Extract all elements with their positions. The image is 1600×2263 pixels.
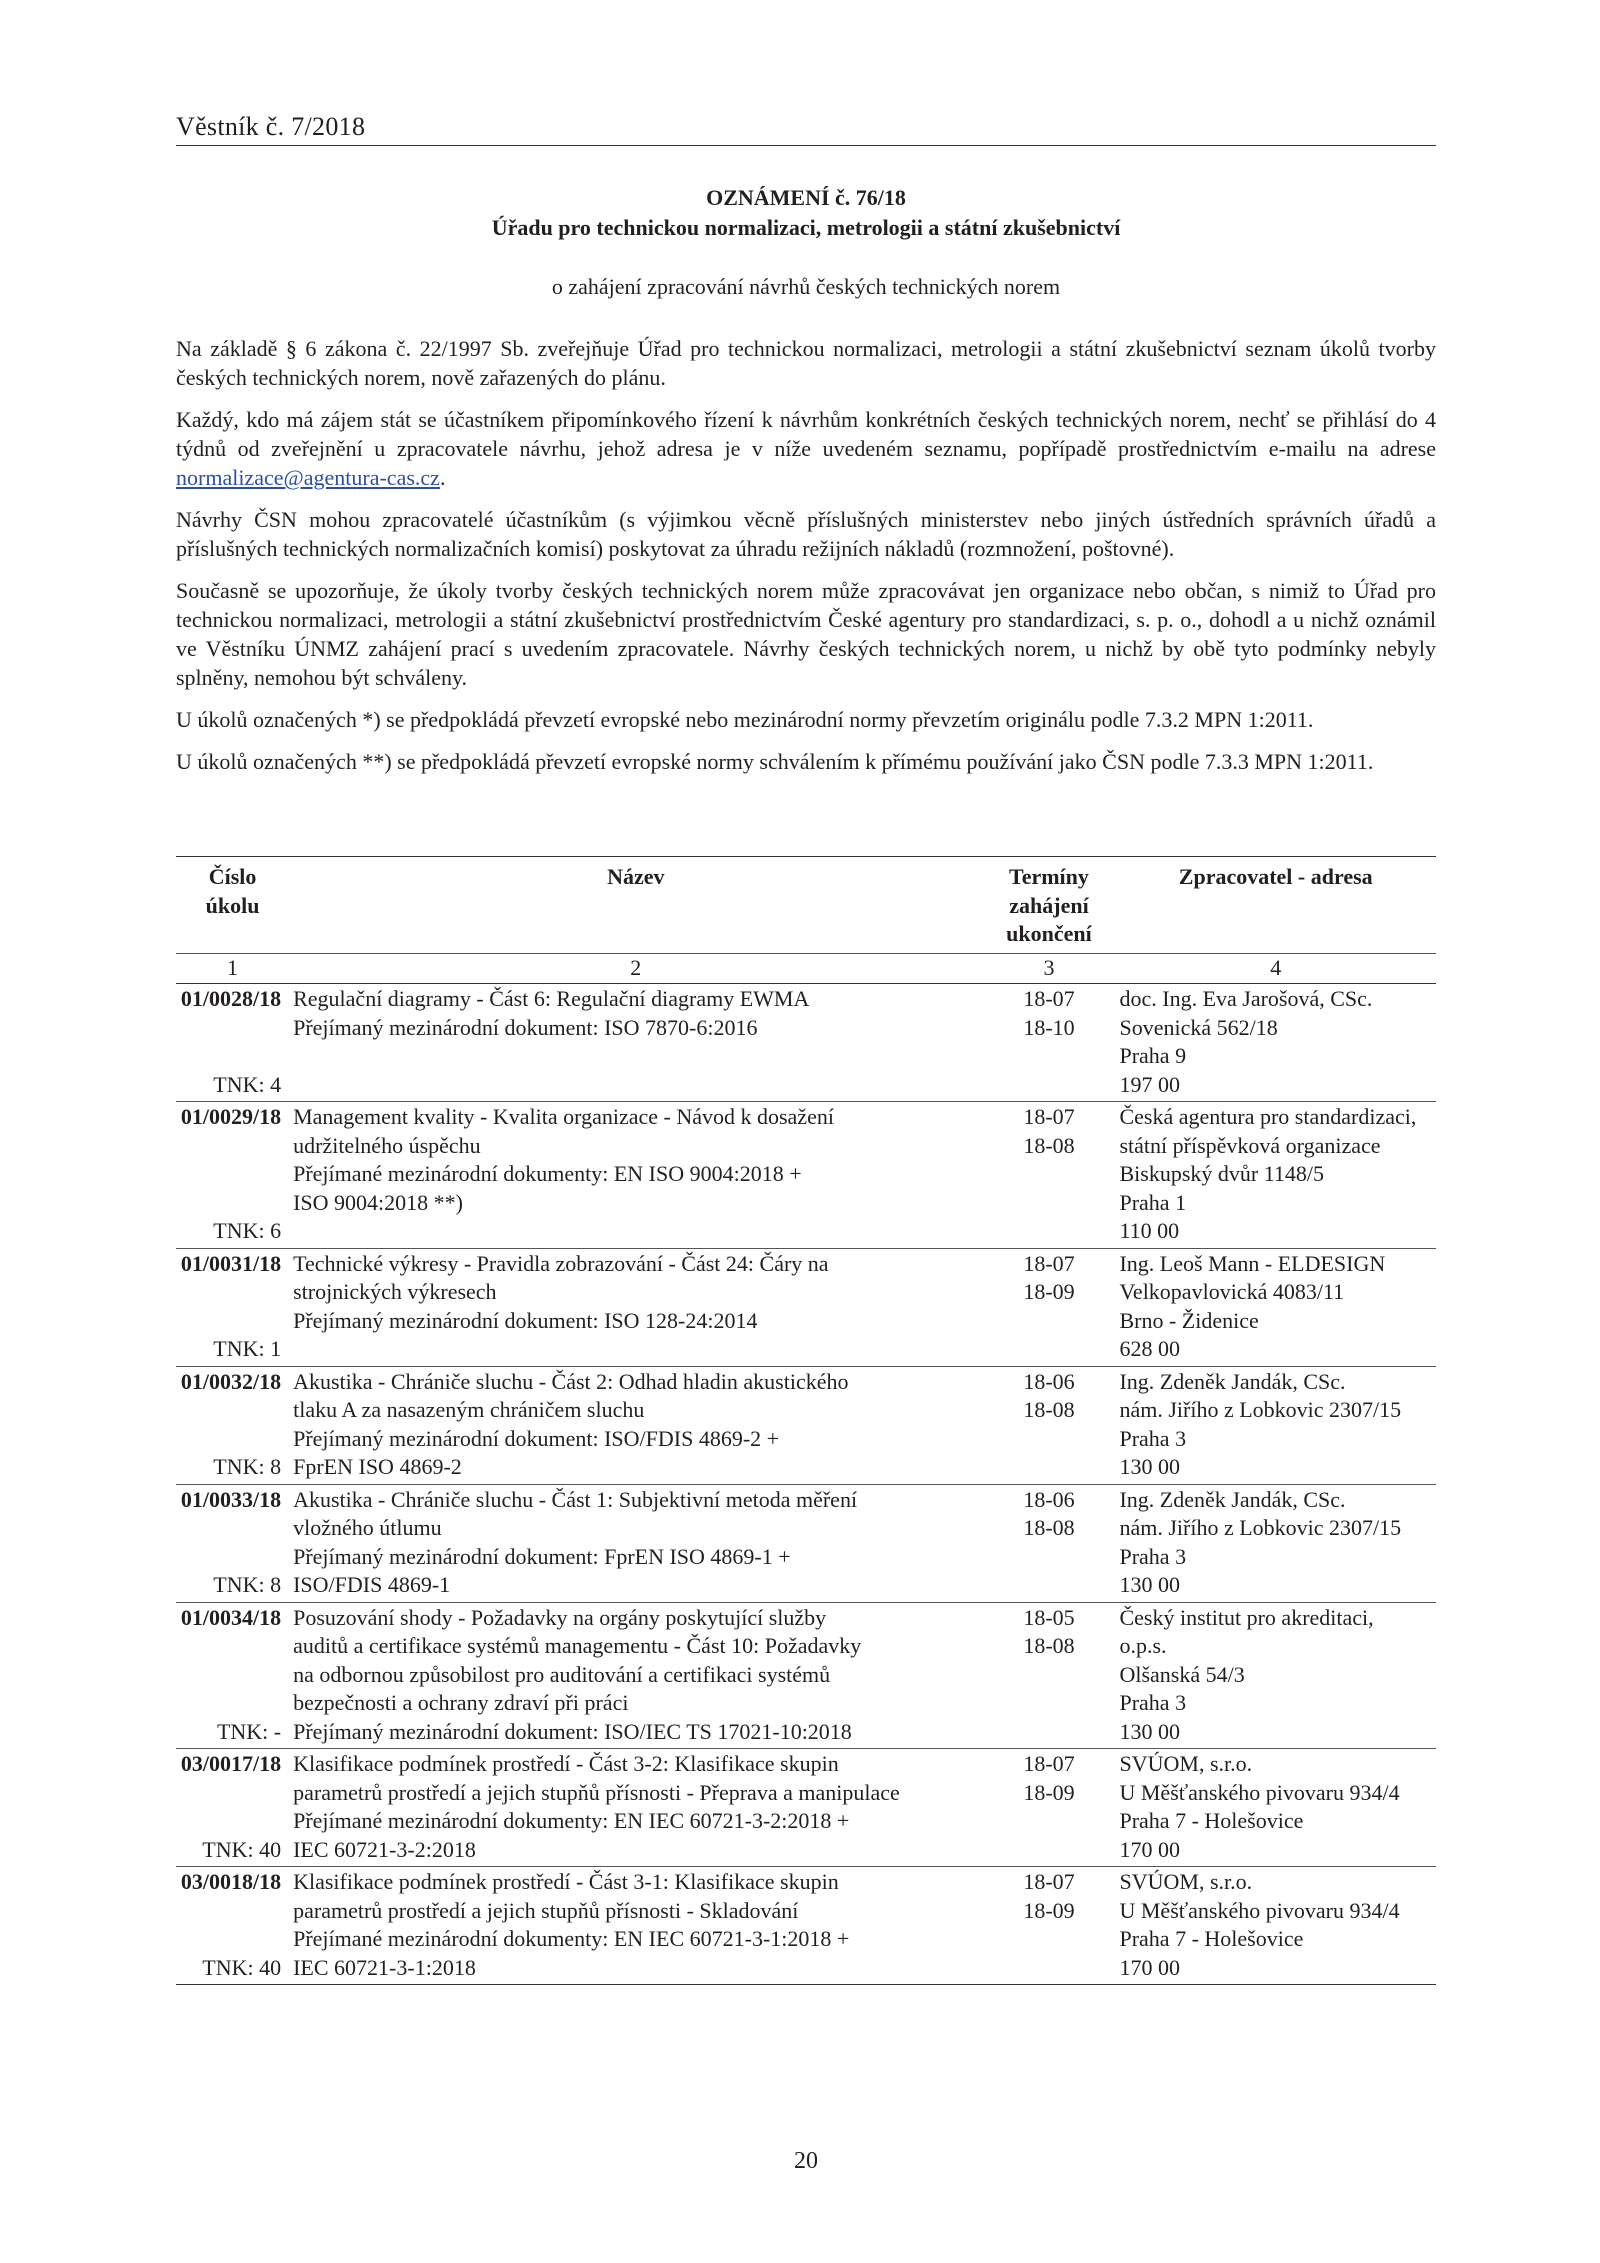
task-title-line: ISO/FDIS 4869-1 [293,1572,451,1597]
task-id: 01/0034/18 [180,1604,282,1630]
processor-address-line: 628 00 [1119,1336,1180,1361]
table-row [176,1248,1436,1366]
task-id: 01/0028/18 [180,986,282,1011]
task-title-cell [289,1602,982,1749]
task-title-line: udržitelného úspěchu [293,1132,481,1158]
table-row [176,984,1436,1102]
processor-address-line: SVÚOM, s.r.o. [1119,1751,1253,1776]
task-number-cell [176,1248,289,1366]
processor-address-line: Česká agentura pro standardizaci, [1119,1104,1417,1129]
header-task-number [176,857,289,954]
processor-address-line: Ing. Zdeněk Jandák, CSc. [1119,1486,1346,1512]
processor-address-line: o.p.s. [1119,1633,1167,1658]
task-date-start: 18-07 [1023,1869,1075,1894]
notice-subject: o zahájení zpracování návrhů českých technických norem [551,274,1061,299]
task-date-end: 18-09 [1023,1779,1075,1805]
task-tnk: TNK: 40 [202,1954,282,1980]
paragraph-legal-basis: Na základě § 6 zákona č. 22/1997 Sb. zveřejňuje Úřad pro technickou normalizaci, metrologii a státní zkušebnictví seznam úkolů tvorby českých technických norem, nově zařazených do plánu. [176,336,1436,390]
task-date-start: 18-07 [1023,1104,1075,1129]
task-number-cell [176,1366,289,1484]
table-row [176,1102,1436,1249]
task-title-line: auditů a certifikace systémů managementu - Část 10: Požadavky [293,1633,862,1658]
task-title-line: Regulační diagramy - Část 6: Regulační diagramy EWMA [293,986,810,1011]
task-title-line: Přejímaný mezinárodní dokument: ISO/FDIS 4869-2 + [293,1425,780,1451]
processor-address-line: Praha 3 [1119,1543,1187,1569]
task-title-line: tlaku A za nasazeným chráničem sluchu [293,1397,645,1422]
processor-address-line: nám. Jiřího z Lobkovic 2307/15 [1119,1397,1402,1422]
task-tnk: TNK: 6 [213,1218,282,1243]
paragraph-participation-text: Každý, kdo má zájem stát se účastníkem připomínkového řízení k návrhům konkrétních českých technických norem, nechť se přihlásí do 4 týdnů od zveřejnění u zpracovatele návrhu, jehož adresa je v níže uvedeném seznamu, popřípadě prostřednictvím e-mailu na adrese [176,407,1436,461]
header-dates [982,857,1115,954]
table-header-row [176,857,1436,954]
task-date-end: 18-09 [1023,1897,1075,1923]
processor-address-line: Praha 7 - Holešovice [1119,1808,1304,1833]
task-title-cell [289,1366,982,1484]
processor-address-cell [1115,1484,1436,1602]
task-title-line: IEC 60721-3-2:2018 [293,1836,476,1862]
table-row [176,1484,1436,1602]
header-title: Název [289,857,982,954]
task-title-line: parametrů prostředí a jejich stupňů přísnosti - Skladování [293,1897,799,1923]
processor-address-line: Praha 7 - Holešovice [1119,1926,1304,1951]
running-head: Věstník č. 7/2018 [176,112,366,141]
processor-address-line: U Měšťanského pivovaru 934/4 [1119,1897,1400,1923]
processor-address-line: Ing. Zdeněk Jandák, CSc. [1119,1368,1346,1394]
task-title-line: Přejímaný mezinárodní dokument: ISO 7870-6:2016 [293,1014,758,1040]
table-body [176,984,1436,1985]
header-rule [176,145,1436,146]
task-title-line: Technické výkresy - Pravidla zobrazování - Část 24: Čáry na [293,1250,829,1276]
header-task-number-line2: úkolu [205,892,260,918]
email-link[interactable]: normalizace@agentura-cas.cz [176,465,440,490]
task-title-line: Přejímané mezinárodní dokumenty: EN ISO 9004:2018 + [293,1161,802,1186]
task-id: 01/0029/18 [180,1104,282,1129]
task-title-line: na odbornou způsobilost pro auditování a certifikaci systémů [293,1661,831,1687]
notice-authority: Úřadu pro technickou normalizaci, metrologii a státní zkušebnictví [491,215,1121,240]
task-date-end: 18-08 [1023,1397,1075,1422]
processor-address-line: státní příspěvková organizace [1119,1132,1381,1158]
task-title-line: Posuzování shody - Požadavky na orgány poskytující služby [293,1604,827,1630]
task-title-cell [289,1248,982,1366]
processor-address-line: Biskupský dvůr 1148/5 [1119,1161,1325,1186]
task-title-line: Přejímaný mezinárodní dokument: ISO/IEC TS 17021-10:2018 [293,1718,852,1744]
column-number: 4 [1115,953,1436,984]
notice-body [176,334,1436,789]
table-row [176,1749,1436,1867]
tasks-table [176,856,1436,1985]
task-title-line: parametrů prostředí a jejich stupňů přísnosti - Přeprava a manipulace [293,1779,900,1805]
processor-address-line: Praha 3 [1119,1690,1187,1715]
task-title-line: Akustika - Chrániče sluchu - Část 1: Subjektivní metoda měření [293,1486,858,1512]
notice-title: OZNÁMENÍ č. 76/18 [706,185,906,210]
processor-address-cell [1115,1749,1436,1867]
task-dates-cell [982,1102,1115,1249]
header-dates-line1: Termíny [1009,864,1089,889]
table-row [176,1602,1436,1749]
task-dates-cell [982,1484,1115,1602]
task-date-end: 18-10 [1023,1014,1075,1040]
processor-address-line: 197 00 [1119,1071,1180,1097]
task-title-line: Přejímaný mezinárodní dokument: ISO 128-24:2014 [293,1307,758,1333]
task-id: 01/0032/18 [180,1368,282,1394]
paragraph-participation [176,405,1436,492]
task-tnk: TNK: 8 [213,1454,282,1479]
task-title-line: vložného útlumu [293,1515,442,1540]
processor-address-line: Praha 9 [1119,1043,1187,1068]
task-title-line: Klasifikace podmínek prostředí - Část 3-2: Klasifikace skupin [293,1751,839,1776]
task-tnk: TNK: 40 [202,1836,282,1862]
task-dates-cell [982,1867,1115,1985]
task-number-cell [176,1749,289,1867]
task-dates-cell [982,1366,1115,1484]
column-number: 1 [176,953,289,984]
task-date-end: 18-08 [1023,1132,1075,1158]
task-date-start: 18-05 [1023,1604,1075,1630]
table-row [176,1867,1436,1985]
task-date-end: 18-09 [1023,1279,1075,1304]
task-title-line: Přejímané mezinárodní dokumenty: EN IEC 60721-3-1:2018 + [293,1926,850,1951]
task-date-start: 18-06 [1023,1368,1075,1394]
processor-address-line: Český institut pro akreditaci, [1119,1604,1374,1630]
task-number-cell [176,984,289,1102]
processor-address-line: Velkopavlovická 4083/11 [1119,1279,1345,1304]
task-title-line: bezpečnosti a ochrany zdraví při práci [293,1690,629,1715]
column-number: 2 [289,953,982,984]
processor-address-cell [1115,1102,1436,1249]
processor-address-line: U Měšťanského pivovaru 934/4 [1119,1779,1400,1805]
task-date-end: 18-08 [1023,1515,1075,1540]
processor-address-line: 170 00 [1119,1836,1180,1862]
task-id: 03/0017/18 [180,1751,282,1776]
processor-address-cell [1115,984,1436,1102]
processor-address-line: 130 00 [1119,1572,1180,1597]
task-title-line: Přejímaný mezinárodní dokument: FprEN ISO 4869-1 + [293,1543,791,1569]
task-id: 03/0018/18 [180,1869,282,1894]
task-number-cell [176,1867,289,1985]
task-dates-cell [982,1248,1115,1366]
paragraph-fees: Návrhy ČSN mohou zpracovatelé účastníkům (s výjimkou věcně příslušných ministerstev nebo jiných ústředních správních úřadů a příslušných technických normalizačních komisí) poskytovat za úhradu režijních nákladů (rozmnožení, poštovné). [176,507,1436,561]
paragraph-conditions: Současně se upozorňuje, že úkoly tvorby českých technických norem může zpracovávat jen organizace nebo občan, s nimiž to Úřad pro technickou normalizaci, metrologii a státní zkušebnictví prostřednictvím České agentury pro standardizaci, s. p. o., dohodl a u nichž oznámil ve Věstníku ÚNMZ zahájení prací s uvedením zpracovatele. Návrhy českých technických norem, u nichž by obě tyto podmínky nebyly splněny, nemohou být schváleny. [176,578,1436,690]
task-dates-cell [982,1749,1115,1867]
processor-address-line: doc. Ing. Eva Jarošová, CSc. [1119,986,1373,1011]
task-dates-cell [982,1602,1115,1749]
task-title-line: Přejímané mezinárodní dokumenty: EN IEC 60721-3-2:2018 + [293,1808,850,1833]
task-date-start: 18-07 [1023,986,1075,1011]
table-row [176,1366,1436,1484]
paragraph-participation-end: . [439,465,446,490]
processor-address-line: Ing. Leoš Mann - ELDESIGN [1119,1250,1386,1276]
processor-address-cell [1115,1248,1436,1366]
task-title-line: Akustika - Chrániče sluchu - Část 2: Odhad hladin akustického [293,1368,849,1394]
task-tnk: TNK: 4 [213,1071,282,1097]
task-title-line: strojnických výkresech [293,1279,497,1304]
task-title-cell [289,1867,982,1985]
task-dates-cell [982,984,1115,1102]
header-task-number-line1: Číslo [208,864,257,889]
processor-address-line: nám. Jiřího z Lobkovic 2307/15 [1119,1515,1402,1540]
task-number-cell [176,1102,289,1249]
processor-address-line: Brno - Židenice [1119,1307,1259,1333]
processor-address-cell [1115,1867,1436,1985]
task-number-cell [176,1602,289,1749]
task-number-cell [176,1484,289,1602]
processor-address-cell [1115,1366,1436,1484]
processor-address-line: 130 00 [1119,1454,1180,1479]
task-date-start: 18-07 [1023,1751,1075,1776]
task-title-line: Klasifikace podmínek prostředí - Část 3-1: Klasifikace skupin [293,1869,839,1894]
task-title-line: Management kvality - Kvalita organizace - Návod k dosažení [293,1104,834,1129]
task-title-cell [289,1749,982,1867]
header-dates-line3: ukončení [1006,921,1092,946]
column-number-row [176,953,1436,984]
processor-address-line: 170 00 [1119,1954,1180,1980]
task-title-cell [289,984,982,1102]
task-title-line: IEC 60721-3-1:2018 [293,1954,476,1980]
processor-address-line: Sovenická 562/18 [1119,1014,1278,1040]
task-title-cell [289,1484,982,1602]
processor-address-line: Praha 3 [1119,1425,1187,1451]
task-tnk: TNK: 8 [213,1572,282,1597]
paragraph-note-double-star: U úkolů označených **) se předpokládá převzetí evropské normy schválením k přímému používání jako ČSN podle 7.3.3 MPN 1:2011. [176,749,1374,774]
task-tnk: TNK: 1 [213,1336,282,1361]
processor-address-line: Olšanská 54/3 [1119,1661,1245,1687]
page-number: 20 [794,2148,818,2174]
paragraph-note-single-star: U úkolů označených *) se předpokládá převzetí evropské nebo mezinárodní normy převzetím originálu podle 7.3.2 MPN 1:2011. [176,707,1314,732]
column-number: 3 [982,953,1115,984]
processor-address-line: 130 00 [1119,1718,1180,1744]
task-title-cell [289,1102,982,1249]
task-id: 01/0031/18 [180,1250,282,1276]
processor-address-cell [1115,1602,1436,1749]
processor-address-line: SVÚOM, s.r.o. [1119,1869,1253,1894]
task-title-line: FprEN ISO 4869-2 [293,1454,462,1479]
task-id: 01/0033/18 [180,1486,282,1512]
task-date-start: 18-06 [1023,1486,1075,1512]
task-date-end: 18-08 [1023,1633,1075,1658]
processor-address-line: Praha 1 [1119,1189,1187,1215]
header-processor-address: Zpracovatel - adresa [1115,857,1436,954]
header-dates-line2: zahájení [1009,892,1089,918]
processor-address-line: 110 00 [1119,1218,1180,1243]
task-date-start: 18-07 [1023,1250,1075,1276]
task-title-line: ISO 9004:2018 **) [293,1189,463,1215]
task-tnk: TNK: - [216,1718,282,1744]
